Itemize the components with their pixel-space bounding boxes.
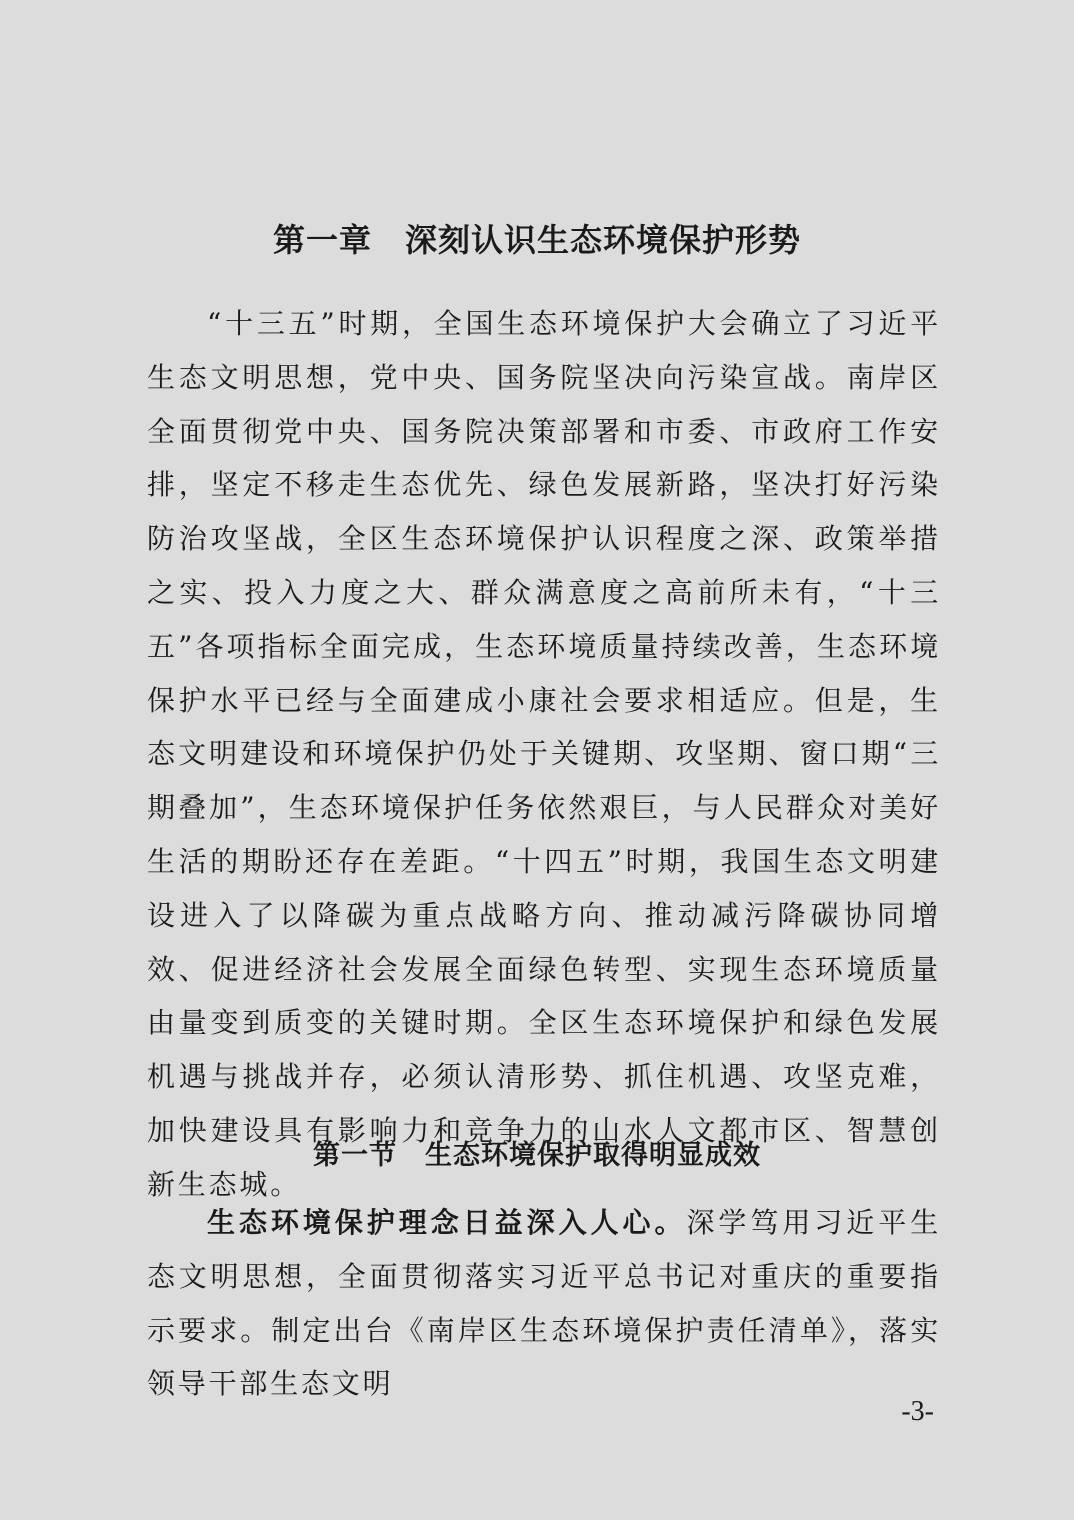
intro-paragraph: “十三五”时期，全国生态环境保护大会确立了习近平生态文明思想，党中央、国务院坚决向污染宣战。南岸区全面贯彻党中央、国务院决策部署和市委、市政府工作安排，坚定不移走生态优先、绿色发展新路，坚决打好污染防治攻坚战，全区生态环境保护认识程度之深、政策举措之实、投入力度之大、群众满意度之高前所未有，“十三五”各项指标全面完成，生态环境质量持续改善，生态环境保护水平已经与全面建成小康社会要求相适应。但是，生态文明建设和环境保护仍处于关键期、攻坚期、窗口期“三期叠加”，生态环境保护任务依然艰巨，与人民群众对美好生活的期盼还存在差距。“十四五”时期，我国生态文明建设进入了以降碳为重点战略方向、推动减污降碳协同增效、促进经济社会发展全面绿色转型、实现生态环境质量由量变到质变的关键时期。全区生态环境保护和绿色发展机遇与挑战并存，必须认清形势、抓住机遇、攻坚克难，加快建设具有影响力和竞争力的山水人文都市区、智慧创新生态城。	[147, 307, 941, 1201]
section-title: 第一节 生态环境保护取得明显成效	[313, 1140, 761, 1171]
section-lead-phrase: 生态环境保护理念日益深入人心。	[207, 1206, 687, 1239]
page-number: -3-	[901, 1396, 934, 1427]
section-paragraph-text: 深学笃用习近平生态文明思想，全面贯彻落实习近平总书记对重庆的重要指示要求。制定出台《南岸区生态环境保护责任清单》，落实领导干部生态文明	[147, 1206, 941, 1401]
chapter-title: 第一章 深刻认识生态环境保护形势	[272, 221, 801, 259]
section-paragraph	[147, 1196, 941, 1411]
